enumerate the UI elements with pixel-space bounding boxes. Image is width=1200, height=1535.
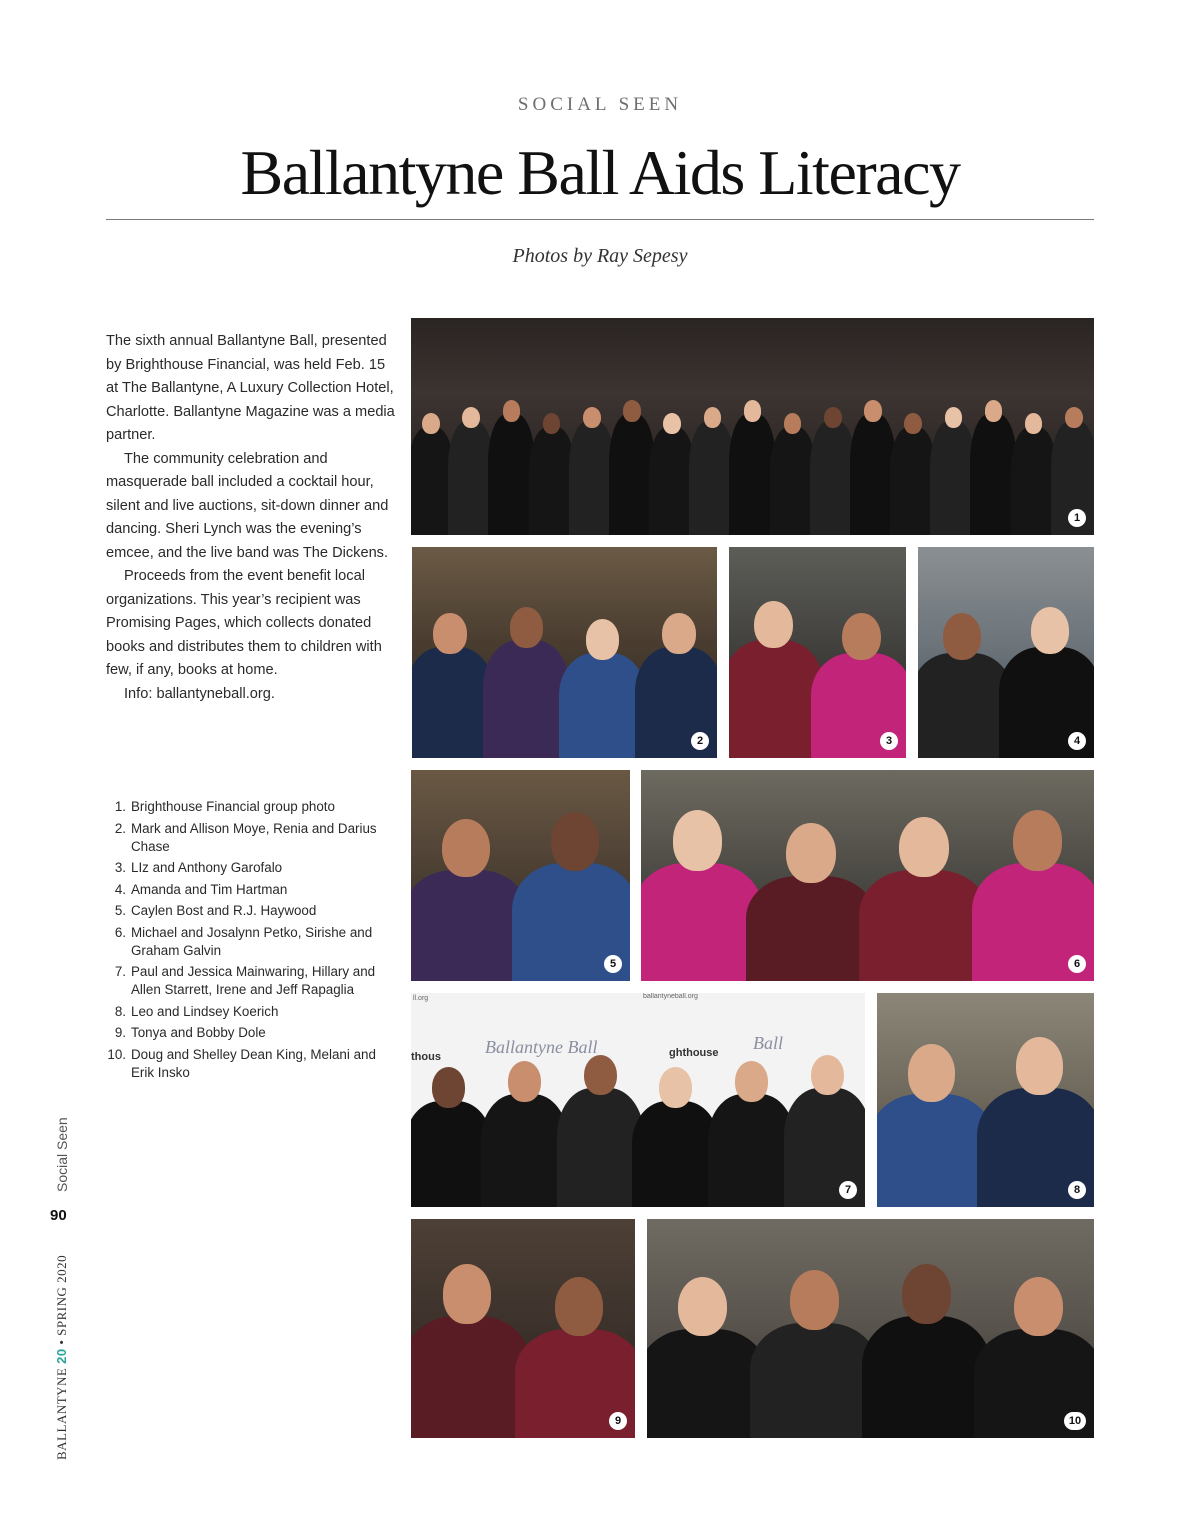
photo-number-badge: 10 — [1064, 1412, 1086, 1430]
caption-item — [106, 798, 396, 816]
person-head — [583, 407, 601, 428]
person-silhouette — [918, 589, 1013, 758]
person-silhouette — [411, 1241, 531, 1438]
person-silhouette — [1051, 351, 1094, 535]
photo-10 — [647, 1219, 1094, 1438]
photo-people — [918, 547, 1094, 758]
person-body — [557, 1088, 644, 1207]
body-paragraph-3: Proceeds from the event benefit local organizations. This year’s recipient was Promising Pages, which collects donated books and distributes them to children with few, if any, books at home. — [106, 568, 382, 678]
photo-number-badge: 2 — [691, 732, 709, 750]
photo-7 — [411, 993, 865, 1207]
photo-number-badge: 6 — [1068, 955, 1086, 973]
photo-9 — [411, 1219, 635, 1438]
person-silhouette — [647, 1263, 767, 1438]
person-silhouette — [750, 1252, 879, 1438]
photo-people — [411, 770, 630, 981]
person-head — [663, 413, 681, 434]
photo-people — [412, 547, 717, 758]
person-head — [943, 613, 981, 660]
person-head — [985, 400, 1003, 421]
person-head — [786, 823, 835, 883]
body-info-line: Info: ballantyneball.org. — [124, 685, 275, 702]
folio-magazine-name: BALLANTYNE — [54, 1367, 69, 1460]
person-head — [704, 407, 722, 428]
person-head — [678, 1277, 727, 1337]
folio-separator: • — [54, 1339, 69, 1345]
title-divider — [106, 219, 1094, 220]
person-body — [559, 653, 647, 758]
person-silhouette — [746, 812, 876, 981]
person-silhouette — [559, 589, 647, 758]
photo-people — [877, 993, 1094, 1207]
person-head — [1013, 810, 1062, 870]
person-silhouette — [641, 791, 763, 981]
person-head — [744, 400, 762, 421]
person-head — [586, 619, 619, 660]
photo-2 — [412, 547, 717, 758]
photo-5 — [411, 770, 630, 981]
person-body — [877, 1094, 994, 1207]
person-silhouette — [557, 1014, 644, 1207]
person-head — [662, 613, 695, 654]
person-head — [811, 1055, 844, 1095]
person-head — [842, 613, 881, 660]
person-head — [784, 413, 802, 434]
person-body — [411, 1316, 531, 1438]
backdrop-logo-left: Ballantyne Ball — [485, 1037, 598, 1057]
photo-8 — [877, 993, 1094, 1207]
caption-text: Amanda and Tim Hartman — [131, 881, 288, 897]
photo-3 — [729, 547, 906, 758]
person-silhouette — [862, 1241, 991, 1438]
article-body — [106, 330, 396, 706]
caption-number: 4. — [114, 881, 126, 897]
person-head — [551, 812, 599, 870]
person-silhouette — [729, 568, 824, 758]
photo-credit: Photos by Ray Sepesy — [512, 245, 688, 267]
photo-caption-list — [106, 798, 396, 1085]
person-head — [462, 407, 480, 428]
person-body — [483, 640, 571, 758]
body-paragraph-2: The community celebration and masquerade ball included a cocktail hour, silent and live auctions, sit-down dinner and dancing. Sheri Lynch was the evening’s emcee, and the live band was The Dickens. — [106, 450, 389, 561]
person-head — [432, 1067, 465, 1107]
photo-people — [647, 1219, 1094, 1438]
person-body — [862, 1316, 991, 1438]
person-head — [443, 1264, 492, 1324]
person-silhouette — [512, 791, 630, 981]
person-silhouette — [877, 1025, 994, 1207]
caption-item — [106, 881, 396, 899]
person-silhouette — [784, 1014, 865, 1207]
person-head — [422, 413, 440, 434]
backdrop-sponsor-mid: ghthouse — [669, 1047, 719, 1059]
person-body — [918, 653, 1013, 758]
photo-number-badge: 1 — [1068, 509, 1086, 527]
person-silhouette — [481, 1025, 568, 1207]
article-title: Ballantyne Ball Aids Literacy — [240, 137, 960, 208]
caption-text: Mark and Allison Moye, Renia and Darius Chase — [131, 820, 377, 854]
person-silhouette — [411, 802, 529, 981]
photo-people — [411, 993, 865, 1207]
caption-item — [106, 859, 396, 877]
photo-number-badge: 7 — [839, 1181, 857, 1199]
photo-people — [729, 547, 906, 758]
photo-number-badge: 4 — [1068, 732, 1086, 750]
person-head — [902, 1264, 951, 1324]
person-head — [735, 1061, 768, 1101]
person-head — [1031, 607, 1069, 654]
person-head — [659, 1067, 692, 1107]
caption-item — [106, 1003, 396, 1021]
caption-item — [106, 1024, 396, 1042]
backdrop-url-top: ballantyneball.org — [643, 993, 698, 1000]
caption-item — [106, 1046, 396, 1082]
person-head — [899, 817, 948, 877]
photo-people — [411, 318, 1094, 535]
person-head — [503, 400, 521, 421]
person-body — [481, 1094, 568, 1207]
caption-item — [106, 924, 396, 960]
caption-number: 3. — [114, 860, 126, 875]
caption-text: LIz and Anthony Garofalo — [131, 860, 283, 875]
person-silhouette — [632, 1036, 719, 1207]
caption-number: 10. — [107, 1046, 126, 1062]
person-head — [1016, 1037, 1063, 1095]
caption-text: Caylen Bost and R.J. Haywood — [131, 903, 317, 918]
caption-number: 7. — [114, 964, 126, 979]
person-body — [746, 876, 876, 981]
section-kicker: SOCIAL SEEN — [517, 94, 683, 115]
folio-issue: SPRING 2020 — [54, 1254, 69, 1336]
person-silhouette — [977, 1014, 1094, 1207]
person-head — [864, 400, 882, 421]
caption-number: 1. — [114, 799, 126, 814]
caption-item — [106, 902, 396, 920]
person-head — [584, 1055, 617, 1095]
person-head — [433, 613, 466, 654]
person-body — [708, 1094, 795, 1207]
photo-number-badge: 9 — [609, 1412, 627, 1430]
person-head — [790, 1270, 839, 1330]
person-body — [750, 1323, 879, 1438]
caption-text: Doug and Shelley Dean King, Melani and Erik Insko — [131, 1046, 376, 1080]
person-body — [729, 640, 824, 758]
person-silhouette — [708, 1025, 795, 1207]
caption-text: Leo and Lindsey Koerich — [131, 1003, 279, 1019]
caption-item — [106, 820, 396, 856]
person-head — [508, 1061, 541, 1101]
caption-number: 8. — [114, 1003, 126, 1019]
person-body — [641, 863, 763, 981]
person-head — [555, 1277, 604, 1337]
caption-number: 5. — [114, 903, 126, 918]
page-number: 90 — [50, 1207, 67, 1224]
person-head — [543, 413, 561, 434]
photo-number-badge: 5 — [604, 955, 622, 973]
body-paragraph-1: The sixth annual Ballantyne Ball, presented by Brighthouse Financial, was held Feb. 15 at The Ballantyne, A Luxury Collection Hotel, Charlotte. Ballantyne Magazine was a media partner. — [106, 333, 395, 443]
folio-magazine-mark: 20 — [54, 1348, 69, 1364]
person-body — [859, 870, 989, 981]
person-head — [754, 601, 793, 648]
person-body — [647, 1329, 767, 1438]
person-head — [673, 810, 722, 870]
person-head — [1014, 1277, 1063, 1337]
person-head — [1065, 407, 1083, 428]
photo-6 — [641, 770, 1094, 981]
photo-people — [411, 1219, 635, 1438]
caption-number: 6. — [114, 924, 126, 940]
photo-number-badge: 8 — [1068, 1181, 1086, 1199]
folio-issue-line — [54, 1255, 70, 1460]
person-silhouette — [859, 802, 989, 981]
backdrop-sponsor-left: thous — [411, 1051, 441, 1063]
caption-number: 9. — [114, 1025, 126, 1040]
person-body — [632, 1101, 719, 1207]
caption-text: Michael and Josalynn Petko, Sirishe and Graham Galvin — [131, 924, 373, 958]
person-head — [908, 1044, 955, 1102]
person-body — [411, 870, 529, 981]
caption-item — [106, 963, 396, 999]
photo-number-badge: 3 — [880, 732, 898, 750]
person-head — [904, 413, 922, 434]
person-silhouette — [999, 579, 1094, 758]
caption-text: Tonya and Bobby Dole — [131, 1025, 266, 1040]
caption-text: Brighthouse Financial group photo — [131, 799, 335, 814]
person-silhouette — [483, 568, 571, 758]
photo-1-group — [411, 318, 1094, 535]
person-silhouette — [972, 791, 1094, 981]
person-head — [824, 407, 842, 428]
photo-4 — [918, 547, 1094, 758]
person-head — [623, 400, 641, 421]
caption-text: Paul and Jessica Mainwaring, Hillary and Allen Starrett, Irene and Jeff Rapaglia — [131, 964, 376, 997]
person-head — [510, 607, 543, 648]
backdrop-url-left: ll.org — [413, 995, 429, 1002]
caption-number: 2. — [114, 820, 126, 836]
person-silhouette — [635, 579, 717, 758]
photo-people — [641, 770, 1094, 981]
person-head — [442, 819, 490, 877]
folio-section-name: Social Seen — [54, 1117, 70, 1192]
backdrop-logo-right: Ball — [753, 1033, 783, 1053]
person-head — [945, 407, 963, 428]
